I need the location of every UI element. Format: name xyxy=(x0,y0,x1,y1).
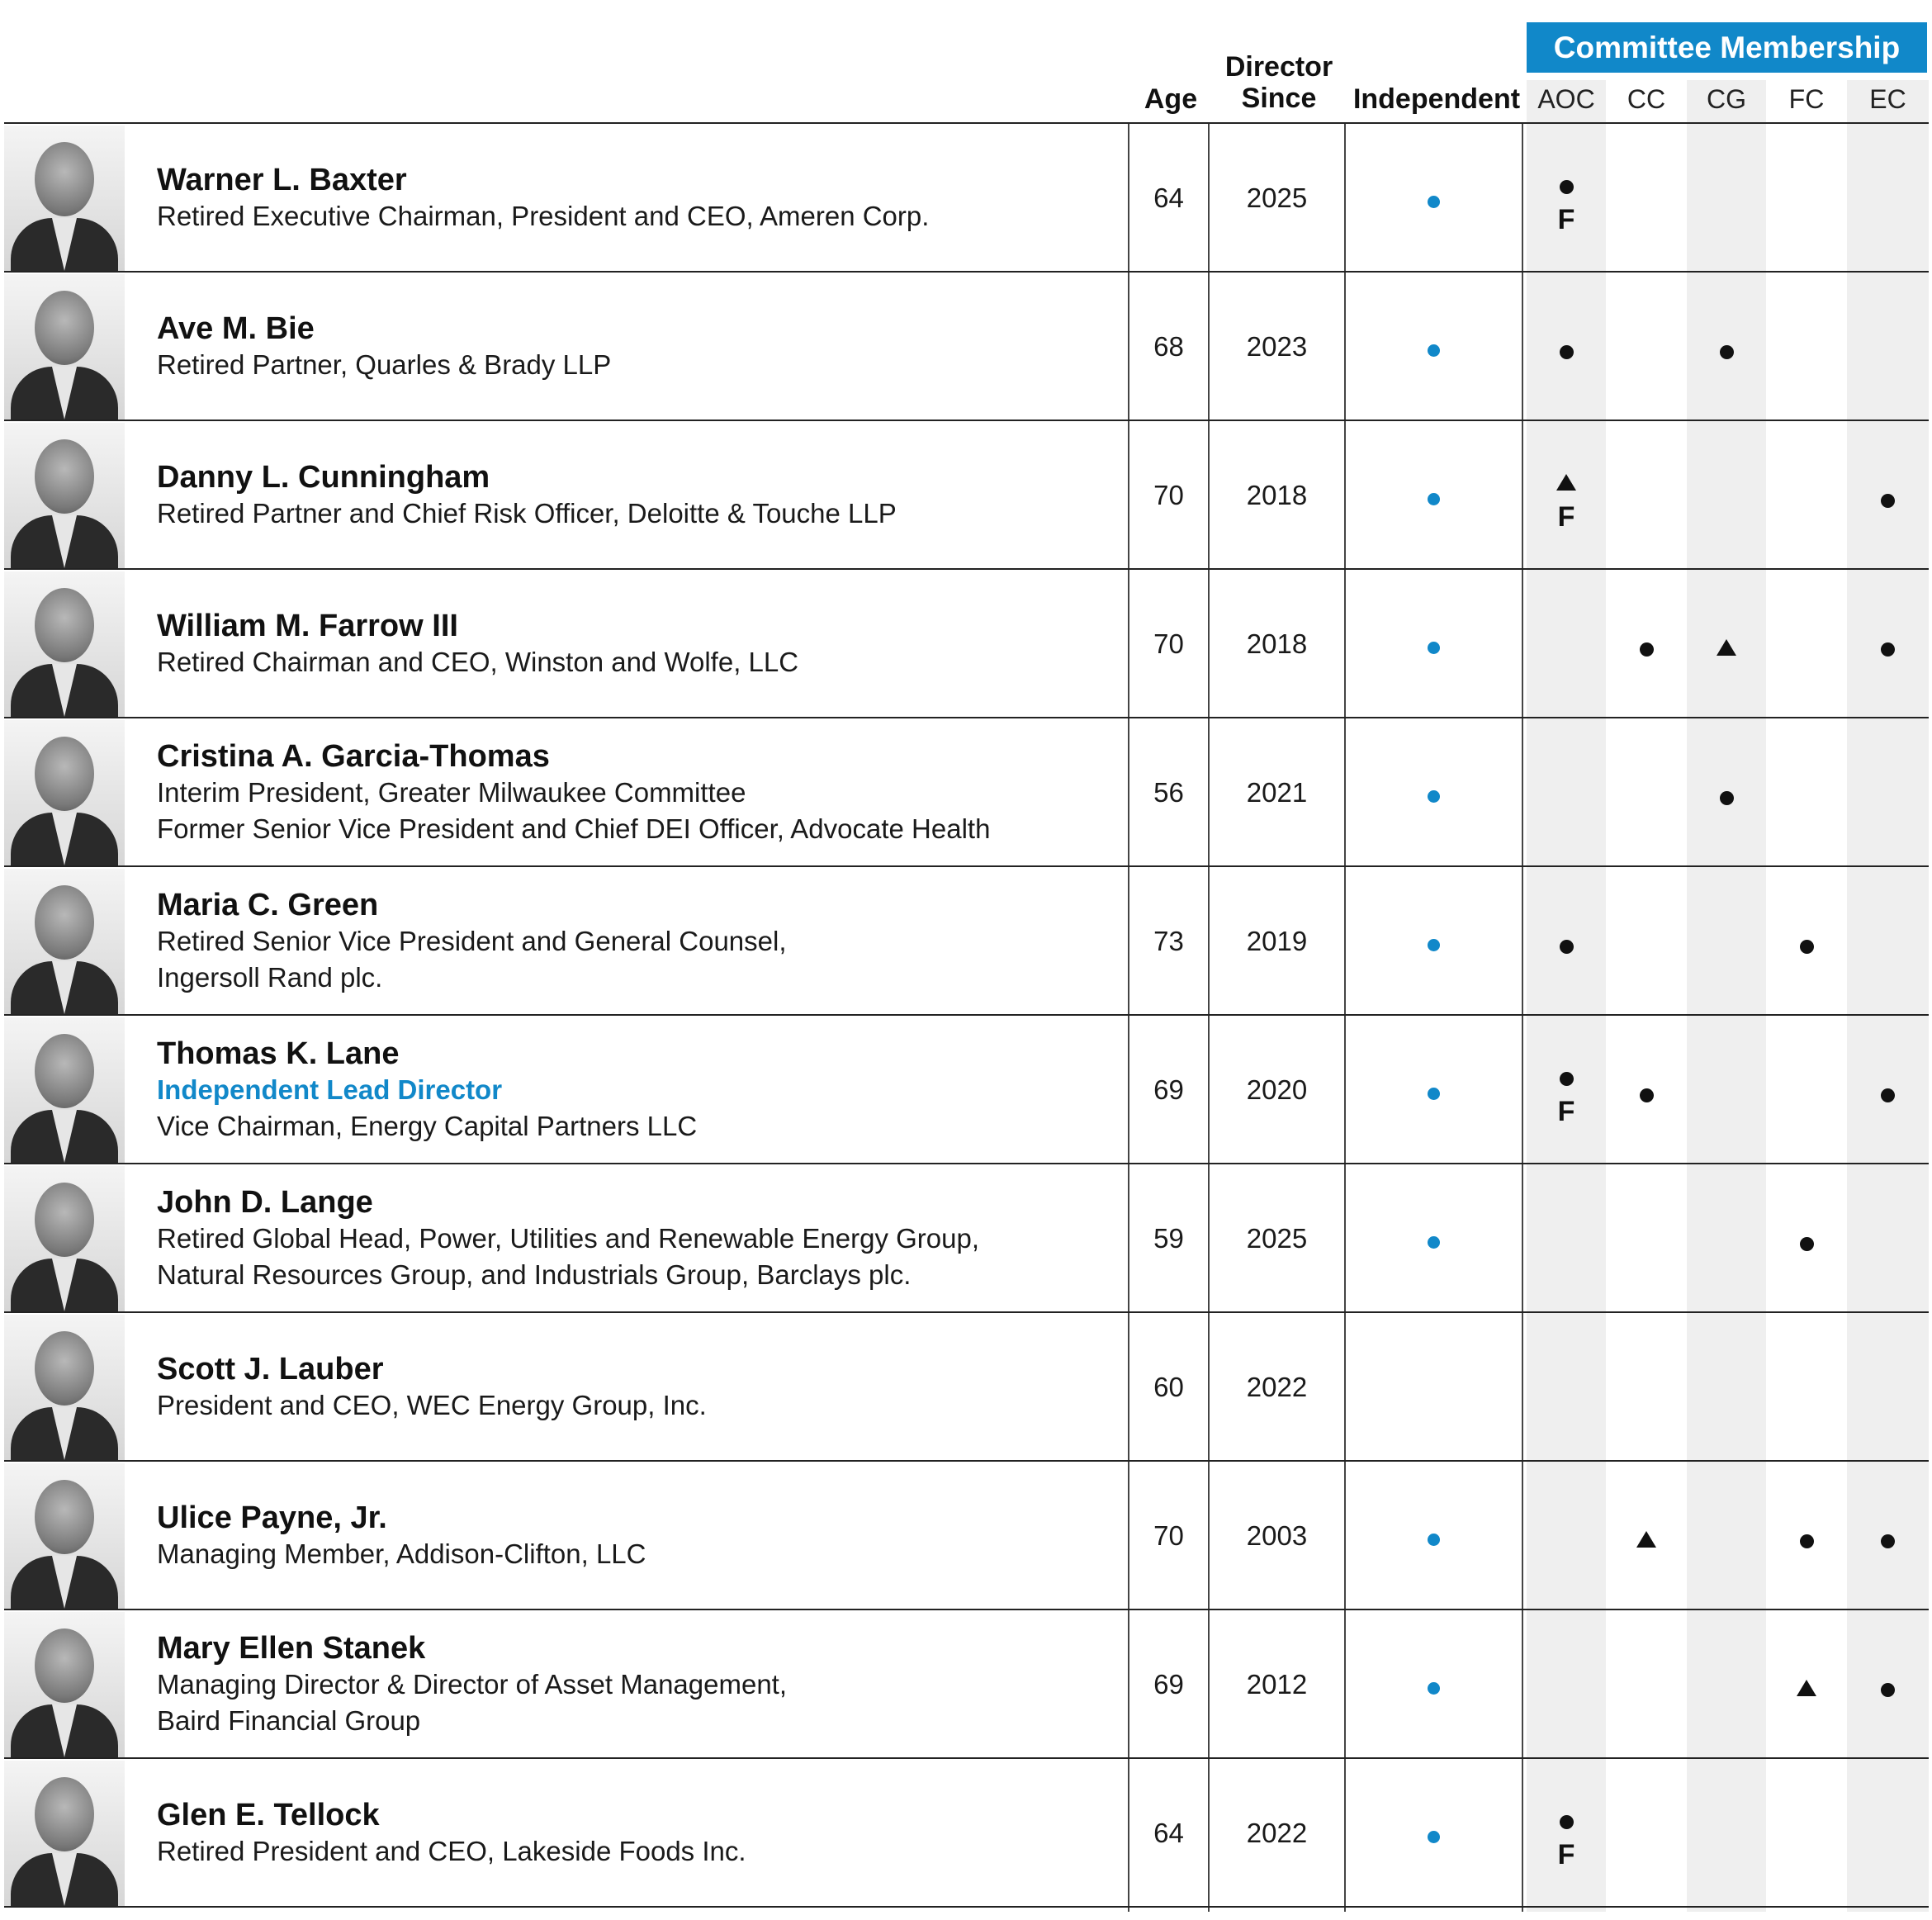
table-row xyxy=(4,718,1929,865)
director-title-line: Retired Global Head, Power, Utilities and Renewable Energy Group, xyxy=(157,1223,980,1254)
director-title-line: President and CEO, WEC Energy Group, Inc. xyxy=(157,1390,707,1420)
director-title-line: Retired Senior Vice President and General Counsel, xyxy=(157,926,787,956)
director-title-line: Retired President and CEO, Lakeside Foods Inc. xyxy=(157,1836,746,1866)
director-info xyxy=(157,1184,979,1293)
independent-dot xyxy=(1428,1682,1440,1695)
director-title-line: Interim President, Greater Milwaukee Committee xyxy=(157,777,746,808)
committee-member-ec xyxy=(1881,494,1895,508)
independent-dot xyxy=(1428,642,1440,654)
director-info xyxy=(157,459,897,532)
director-since-cell: 2020 xyxy=(1246,1074,1308,1105)
committee-chair-fc xyxy=(1797,1680,1816,1696)
director-since-cell: 2025 xyxy=(1246,183,1308,213)
committee-header-ec: EC xyxy=(1869,84,1906,114)
director-name: John D. Lange xyxy=(157,1185,373,1220)
director-info xyxy=(157,1630,787,1739)
committee-header-cc: CC xyxy=(1627,84,1666,114)
table-row xyxy=(4,1313,1929,1460)
table-row xyxy=(4,1164,1929,1311)
committee-header-cg: CG xyxy=(1707,84,1746,114)
independent-dot xyxy=(1428,344,1440,357)
director-name: Cristina A. Garcia-Thomas xyxy=(157,739,550,774)
committee-member-aoc xyxy=(1560,345,1574,359)
independent-dot xyxy=(1428,1088,1440,1100)
director-title-line: Vice Chairman, Energy Capital Partners LLC xyxy=(157,1111,698,1141)
director-title-line: Retired Partner and Chief Risk Officer, Deloitte & Touche LLP xyxy=(157,498,897,529)
director-photo xyxy=(4,1315,125,1460)
director-photo xyxy=(4,1463,125,1609)
director-title-line: Managing Director & Director of Asset Management, xyxy=(157,1669,788,1700)
age-cell: 64 xyxy=(1153,1818,1184,1848)
director-name: Danny L. Cunningham xyxy=(157,460,490,495)
director-name: Mary Ellen Stanek xyxy=(157,1631,426,1666)
director-name: Scott J. Lauber xyxy=(157,1352,384,1387)
director-title-line: Former Senior Vice President and Chief DEI Officer, Advocate Health xyxy=(157,813,991,844)
director-photo xyxy=(4,126,125,271)
director-since-cell: 2021 xyxy=(1246,777,1308,808)
director-role: Independent Lead Director xyxy=(157,1074,503,1105)
director-info xyxy=(157,311,611,383)
table-row xyxy=(4,570,1929,717)
financial-expert-marker: F xyxy=(1557,501,1575,533)
committee-chair-cg xyxy=(1717,639,1736,656)
committee-chair-aoc xyxy=(1556,474,1576,491)
director-photo xyxy=(4,1017,125,1163)
age-cell: 64 xyxy=(1153,183,1184,213)
table-row xyxy=(4,1610,1929,1757)
committee-member-ec xyxy=(1881,642,1895,657)
director-info xyxy=(157,1036,697,1145)
director-title-line: Ingersoll Rand plc. xyxy=(157,962,383,993)
director-since-cell: 2018 xyxy=(1246,480,1308,510)
director-photo xyxy=(4,1612,125,1757)
committee-member-ec xyxy=(1881,1088,1895,1102)
independent-dot xyxy=(1428,196,1440,208)
committee-member-fc xyxy=(1800,1534,1814,1548)
director-title-line: Managing Member, Addison-Clifton, LLC xyxy=(157,1538,646,1569)
director-info xyxy=(157,738,990,847)
independent-dot xyxy=(1428,790,1440,803)
age-cell: 70 xyxy=(1153,628,1184,659)
director-info xyxy=(157,162,929,235)
director-title-line: Baird Financial Group xyxy=(157,1705,421,1736)
financial-expert-marker: F xyxy=(1557,1096,1575,1127)
director-since-cell: 2023 xyxy=(1246,331,1308,362)
committee-member-cg xyxy=(1720,345,1734,359)
age-cell: 69 xyxy=(1153,1669,1184,1700)
table-row xyxy=(4,421,1929,568)
committee-member-ec xyxy=(1881,1683,1895,1697)
director-name: Ulice Payne, Jr. xyxy=(157,1500,387,1535)
independent-dot xyxy=(1428,493,1440,505)
committee-member-fc xyxy=(1800,1237,1814,1251)
age-header: Age xyxy=(1144,83,1198,115)
director-info xyxy=(157,608,798,680)
director-name: Ave M. Bie xyxy=(157,311,315,346)
director-name: Maria C. Green xyxy=(157,888,379,922)
age-cell: 69 xyxy=(1153,1074,1184,1105)
director-name: Glen E. Tellock xyxy=(157,1798,380,1832)
table-row xyxy=(4,1759,1929,1906)
table-row xyxy=(4,1016,1929,1163)
director-photo xyxy=(4,1761,125,1906)
director-since-cell: 2012 xyxy=(1246,1669,1308,1700)
independent-dot xyxy=(1428,1534,1440,1546)
director-title-line: Retired Chairman and CEO, Winston and Wolfe, LLC xyxy=(157,647,799,677)
director-photo xyxy=(4,571,125,717)
director-photo xyxy=(4,1166,125,1311)
age-cell: 59 xyxy=(1153,1223,1184,1254)
committee-member-aoc xyxy=(1560,180,1574,194)
director-title-line: Retired Executive Chairman, President and CEO, Ameren Corp. xyxy=(157,201,930,231)
director-info xyxy=(157,887,787,996)
committee-member-cc xyxy=(1640,642,1654,657)
financial-expert-marker: F xyxy=(1557,204,1575,235)
committee-member-aoc xyxy=(1560,940,1574,954)
table-row xyxy=(4,273,1929,420)
committee-header-aoc: AOC xyxy=(1537,84,1595,114)
director-name: William M. Farrow III xyxy=(157,609,458,643)
table-row xyxy=(4,867,1929,1014)
committee-chair-cc xyxy=(1636,1531,1656,1548)
director-photo xyxy=(4,720,125,865)
age-cell: 73 xyxy=(1153,926,1184,956)
director-info xyxy=(157,1500,646,1572)
independent-dot xyxy=(1428,939,1440,951)
director-title-line: Retired Partner, Quarles & Brady LLP xyxy=(157,349,612,380)
director-info xyxy=(157,1351,707,1424)
age-cell: 56 xyxy=(1153,777,1184,808)
director-since-cell: 2019 xyxy=(1246,926,1308,956)
director-since-cell: 2025 xyxy=(1246,1223,1308,1254)
committee-member-fc xyxy=(1800,940,1814,954)
committee-member-aoc xyxy=(1560,1815,1574,1829)
director-since-header: Director Since xyxy=(1224,51,1333,114)
director-since-cell: 2022 xyxy=(1246,1818,1308,1848)
committee-member-ec xyxy=(1881,1534,1895,1548)
director-photo xyxy=(4,869,125,1014)
financial-expert-marker: F xyxy=(1557,1839,1575,1870)
director-since-cell: 2022 xyxy=(1246,1372,1308,1402)
age-cell: 60 xyxy=(1153,1372,1184,1402)
director-name: Thomas K. Lane xyxy=(157,1036,400,1071)
age-cell: 68 xyxy=(1153,331,1184,362)
age-cell: 70 xyxy=(1153,1520,1184,1551)
independent-header: Independent xyxy=(1352,83,1521,115)
committee-member-cg xyxy=(1720,791,1734,805)
director-photo xyxy=(4,274,125,420)
director-info xyxy=(157,1797,746,1870)
row-divider xyxy=(4,1906,1929,1908)
committee-header-fc: FC xyxy=(1788,84,1825,114)
committee-member-cc xyxy=(1640,1088,1654,1102)
committee-membership-banner: Committee Membership xyxy=(1527,22,1927,73)
independent-dot xyxy=(1428,1831,1440,1843)
director-since-cell: 2018 xyxy=(1246,628,1308,659)
director-since-cell: 2003 xyxy=(1246,1520,1308,1551)
director-name: Warner L. Baxter xyxy=(157,163,407,197)
table-row xyxy=(4,124,1929,271)
director-photo xyxy=(4,423,125,568)
independent-dot xyxy=(1428,1236,1440,1249)
director-title-line: Natural Resources Group, and Industrials Group, Barclays plc. xyxy=(157,1259,912,1290)
committee-member-aoc xyxy=(1560,1072,1574,1086)
age-cell: 70 xyxy=(1153,480,1184,510)
